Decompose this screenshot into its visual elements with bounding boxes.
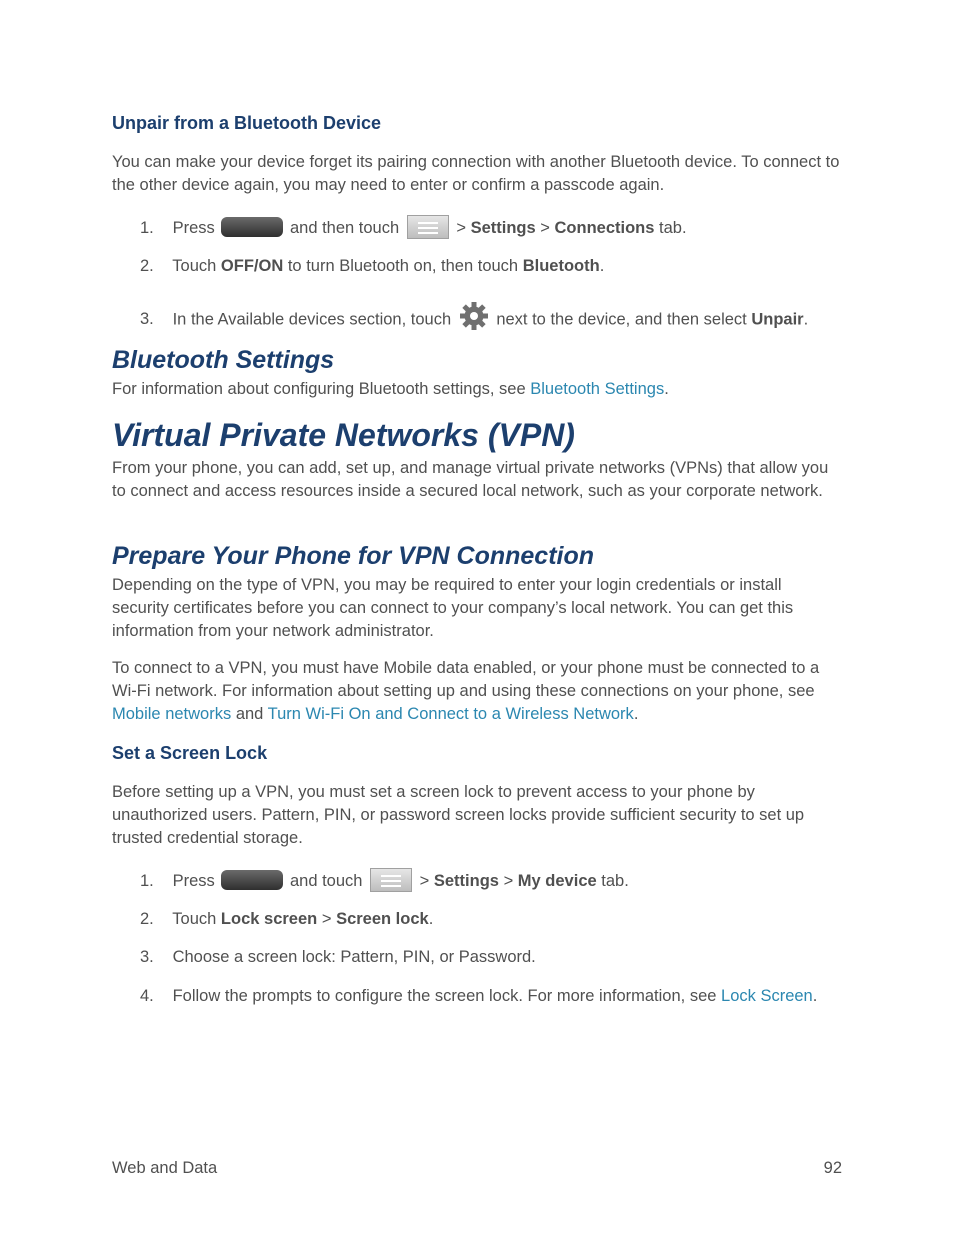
bluetooth-settings-text: For information about configuring Bluetooth settings, see Bluetooth Settings.: [112, 380, 669, 398]
prepare-paragraph-1: Depending on the type of VPN, you may be required to enter your login credentials or install security certificates before you can connect to your company’s local network. You can get this information from your network administrator.: [112, 576, 794, 640]
lock-screen-link[interactable]: Lock Screen: [721, 987, 813, 1005]
unpair-intro: You can make your device forget its pairing connection with another Bluetooth device. To connect to the other device again, you may need to enter or confirm a passcode again.: [112, 153, 840, 194]
mobile-networks-link[interactable]: Mobile networks: [112, 705, 232, 723]
unpair-step-2: 2. Touch OFF/ON to turn Bluetooth on, then touch Bluetooth.: [140, 257, 605, 275]
screen-lock-step-2: 2. Touch Lock screen > Screen lock.: [140, 910, 434, 928]
bluetooth-settings-link[interactable]: Bluetooth Settings: [530, 380, 665, 398]
unpair-heading: Unpair from a Bluetooth Device: [112, 113, 382, 133]
menu-key-icon: [370, 868, 412, 892]
vpn-intro: From your phone, you can add, set up, and manage virtual private networks (VPNs) that allow you to connect and access resources inside a secured local network, such as your corporate network.: [112, 459, 829, 500]
screen-lock-intro: Before setting up a VPN, you must set a screen lock to prevent access to your phone by unauthorized users. Pattern, PIN, or password screen locks provide sufficient security to set up trusted credential storage.: [112, 783, 805, 847]
wifi-connect-link[interactable]: Turn Wi-Fi On and Connect to a Wireless Network: [267, 705, 634, 723]
page-number: 92: [823, 1159, 842, 1177]
home-key-icon: [221, 217, 283, 237]
footer-section: Web and Data: [112, 1159, 218, 1177]
screen-lock-step-3: 3. Choose a screen lock: Pattern, PIN, or Password.: [140, 948, 536, 966]
prepare-paragraph-2: To connect to a VPN, you must have Mobile data enabled, or your phone must be connected to a Wi-Fi network. For information about setting up and using these connections on your phone, see Mobile networks and Turn Wi-Fi On and Connect to a Wireless Network.: [112, 659, 820, 723]
unpair-step-1: 1. Press and then touch > Settings > Connections tab.: [140, 216, 687, 241]
gear-icon: [459, 301, 489, 331]
unpair-step-3: 3. In the Available devices section, touch next to the device, and then select Unpair.: [140, 305, 808, 335]
bluetooth-settings-heading: Bluetooth Settings: [112, 346, 335, 374]
screen-lock-step-1: 1. Press and touch > Settings > My device tab.: [140, 869, 629, 894]
vpn-heading: Virtual Private Networks (VPN): [112, 417, 575, 453]
prepare-heading: Prepare Your Phone for VPN Connection: [112, 542, 595, 570]
menu-key-icon: [407, 215, 449, 239]
screen-lock-heading: Set a Screen Lock: [112, 743, 268, 763]
screen-lock-step-4: 4. Follow the prompts to configure the screen lock. For more information, see Lock Screen.: [140, 987, 818, 1005]
home-key-icon: [221, 870, 283, 890]
